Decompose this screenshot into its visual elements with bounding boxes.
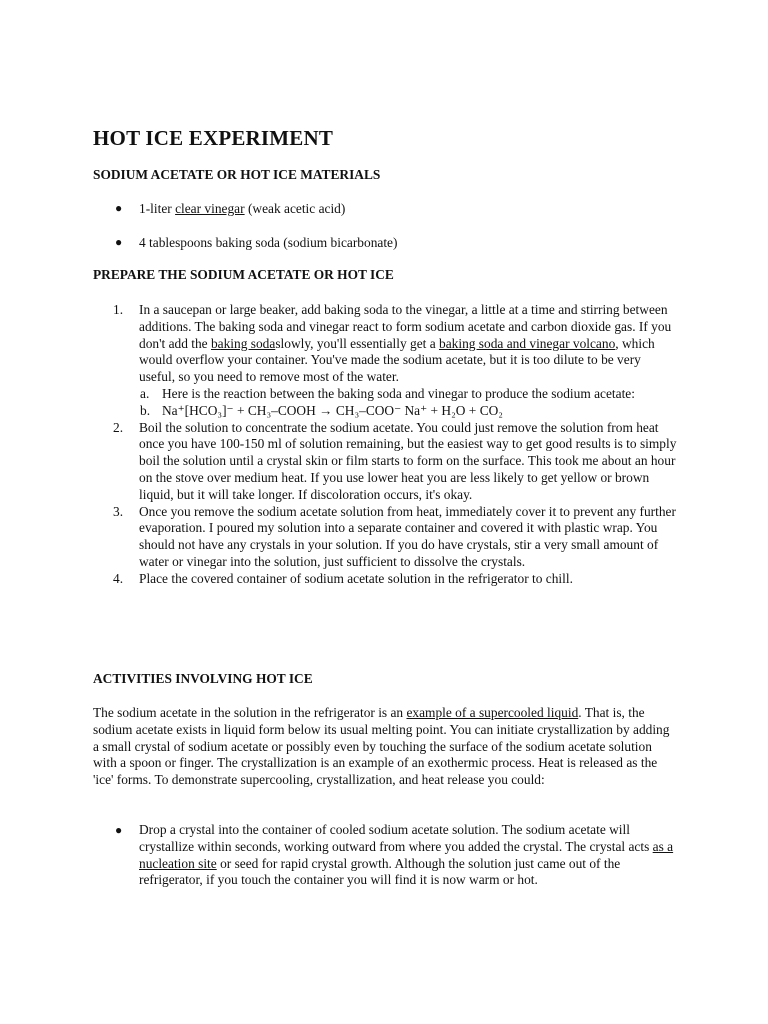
activities-heading: ACTIVITIES INVOLVING HOT ICE bbox=[93, 671, 313, 686]
clear-vinegar-link[interactable]: clear vinegar bbox=[175, 201, 245, 216]
supercooled-liquid-link[interactable]: example of a supercooled liquid bbox=[406, 705, 579, 720]
step-2: 2. Boil the solution to concentrate the sodium acetate. You could just remove the solution from heat once you have 100-150 ml of solution remaining, but the easiest way to get good results is to simply boil the solution until a crystal skin or film starts to form on the surface. This took me about an hour on the stove over medium heat. If you use lower heat you are less likely to get yellow or brown liquid, but it will take longer. If discoloration occurs, it's okay. bbox=[113, 419, 677, 502]
list-item: ● 4 tablespoons baking soda (sodium bicarbonate) bbox=[115, 235, 398, 250]
baking-soda-link[interactable]: baking soda bbox=[210, 335, 276, 351]
activities-paragraph: The sodium acetate in the solution in the refrigerator is an example of a supercooled liquid. That is, the sodium acetate exists in liquid form below its usual melting point. You can initiate crystallization by adding a small crystal of sodium acetate or possibly even by touching the surface of the sodium acetate solution with a spoon or finger. The crystallization is an example of an exothermic process. Heat is released as the 'ice' forms. To demonstrate supercooling, crystallization, and heat release you could: bbox=[93, 705, 670, 788]
step-3: 3. Once you remove the sodium acetate solution from heat, immediately cover it to prevent any further evaporation. I poured my solution into a separate container and covered it with plastic wrap. You should not have any crystals in your solution. If you do have crystals, stir a very small amount of water or vinegar into the solution, just sufficient to dissolve the crystals. bbox=[113, 503, 676, 569]
step-1: 1. In a saucepan or large beaker, add baking soda to the vinegar, a little at a time and stirring between additions. The baking soda and vinegar react to form sodium acetate and carbon dioxide gas. If you don't add the baking sodaslowly, you'll essentially get a baking soda and vinegar volcano, which would overflow your container. You've made the sodium acetate, but it is too dilute to be very useful, so you need to remove most of the water. a. Here is the reaction between the baking soda and vinegar to produce the sodium acetate: b. Na⁺[HCO₃]⁻ + CH₃–COOH → CH₃–COO⁻ Na⁺ + H₂O + CO₂ bbox=[139, 302, 679, 420]
baking-soda-vinegar-volcano-link[interactable]: baking soda and vinegar volcano bbox=[439, 335, 616, 351]
prepare-heading: PREPARE THE SODIUM ACETATE OR HOT ICE bbox=[93, 267, 394, 282]
step-1b-equation: b. Na⁺[HCO₃]⁻ + CH₃–COOH → CH₃–COO⁻ Na⁺ + H₂O + CO₂ bbox=[140, 402, 503, 418]
list-item: ● 1-liter clear vinegar (weak acetic acid) bbox=[115, 201, 346, 216]
nucleation-site-link[interactable]: as a nucleation site bbox=[139, 838, 674, 871]
steps-list bbox=[113, 302, 679, 588]
page-title: HOT ICE EXPERIMENT bbox=[93, 126, 334, 150]
bullet-icon: ● bbox=[115, 823, 123, 837]
list-item: ● Drop a crystal into the container of cooled sodium acetate solution. The sodium acetate will crystallize within seconds, working outward from where you added the crystal. The crystal acts as a nucleation site or seed for rapid crystal growth. Although the solution just came out of the refrigerator, if you touch the container you will find it is now warm or hot. bbox=[115, 822, 674, 888]
bullet-icon: ● bbox=[115, 235, 123, 249]
materials-heading: SODIUM ACETATE OR HOT ICE MATERIALS bbox=[93, 167, 381, 182]
step-1a: a. Here is the reaction between the baking soda and vinegar to produce the sodium acetate: bbox=[140, 385, 635, 401]
bullet-icon: ● bbox=[115, 201, 123, 215]
step-4: 4. Place the covered container of sodium acetate solution in the refrigerator to chill. bbox=[113, 570, 573, 586]
